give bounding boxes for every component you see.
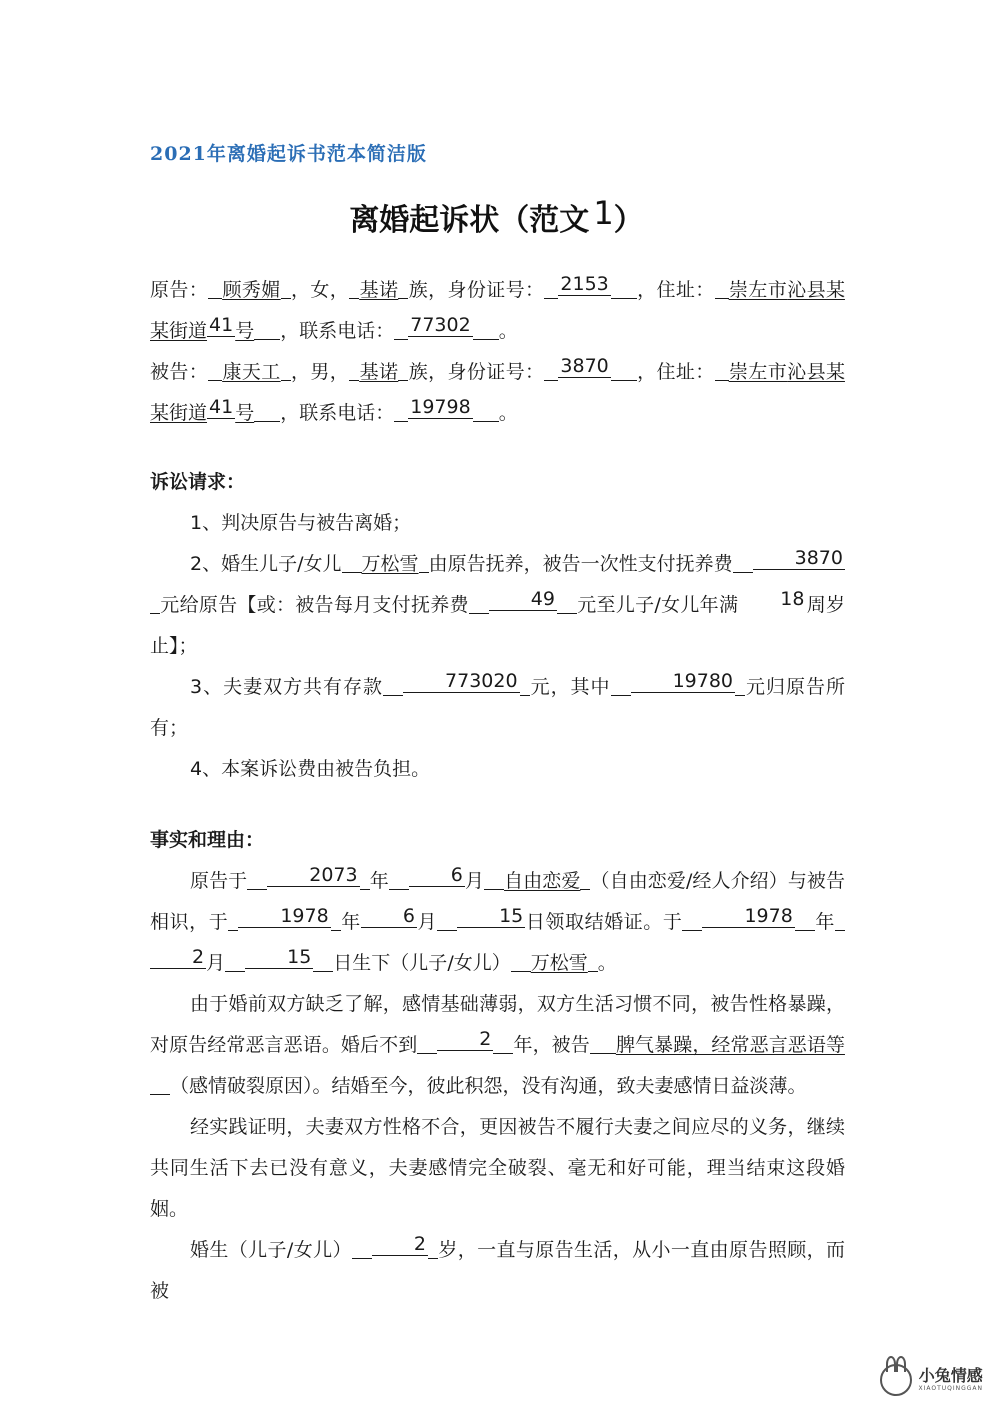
blank-line (394, 401, 408, 422)
blank-line (733, 552, 753, 573)
facts-text: 月 (206, 952, 226, 974)
defendant-label: 被告： (150, 361, 209, 383)
plaintiff-label: 原告： (150, 279, 209, 301)
slash: / (286, 1239, 294, 1261)
claim-number: 1 (190, 512, 203, 534)
blank-line (544, 278, 558, 299)
blank-line (520, 675, 530, 696)
plaintiff-address-suffix: 号 (235, 320, 255, 342)
id-label: 族，身份证号： (408, 279, 545, 301)
deposit-amount: 773020 (403, 670, 520, 693)
blank-line (150, 593, 160, 614)
plaintiff-address-city: 崇左市 (728, 279, 788, 301)
title-text: 离婚起诉状（范文 (349, 203, 590, 238)
blank-line (352, 1238, 372, 1259)
blank-line (254, 319, 280, 340)
defendant-ethnicity: 基诺 (359, 361, 399, 383)
plaintiff-ethnicity: 基诺 (359, 279, 399, 301)
blank-line (588, 951, 598, 972)
age-limit: 18 (780, 588, 805, 610)
facts-text: 由于婚前双方缺乏了解，感情基础薄弱，双方生活习惯不同，被告性格暴躁，对原告经常恶言恶语。婚后不到 (150, 993, 845, 1056)
watermark-sub: XIAOTUQINGGAN (918, 1385, 983, 1392)
facts-text: 婚生（儿子 (190, 1239, 287, 1261)
claim-text: 、夫妻双方共有存款 (202, 676, 384, 698)
blank-line (428, 1238, 438, 1259)
site-header-title: 2021年离婚起诉书范本简洁版 (150, 143, 427, 165)
sentence-end: 。 (498, 402, 518, 424)
blank-line (611, 360, 637, 381)
defendant-id-number: 3870 (560, 355, 609, 377)
child-birth-day: 15 (245, 946, 313, 969)
claim-text: 、婚生儿子 (202, 553, 298, 575)
title-close: ） (613, 203, 644, 238)
watermark-main: 小兔情感 (918, 1366, 983, 1385)
plaintiff-info (150, 270, 845, 352)
claims-heading: 诉讼请求： (150, 471, 246, 493)
blank-line (419, 552, 429, 573)
blank-line (493, 1033, 513, 1054)
blank-line (349, 360, 359, 381)
child-birth-year: 1978 (702, 905, 794, 928)
defendant-gender: ，男， (290, 361, 350, 383)
claim-number: 2 (190, 553, 203, 575)
document-title (0, 195, 993, 239)
years-after-marriage: 2 (437, 1028, 493, 1051)
facts-text: 女儿） (453, 952, 511, 974)
blank-line (225, 951, 245, 972)
monthly-fee: 49 (489, 588, 557, 611)
blank-line (228, 910, 238, 931)
meet-year: 2073 (267, 864, 359, 887)
blank-line (590, 1033, 616, 1054)
plaintiff-address-street: 沁县某某街道 (150, 279, 845, 342)
blank-line (682, 910, 702, 931)
facts-text: 。 (597, 952, 617, 974)
facts-paragraph-3: 经实践证明，夫妻双方性格不合，更因被告不履行夫妻之间应尽的义务，继续共同生活下去已没有意义，夫妻感情完全破裂、毫无和好可能，理当结束这段婚姻。 (150, 1116, 845, 1220)
child-name: 万松雪 (530, 952, 588, 974)
phone-label: ，联系电话： (280, 402, 395, 424)
plaintiff-gender: ，女， (290, 279, 350, 301)
claim-text: 元给原告【或：被告每月支付抚养费 (160, 594, 469, 616)
breakdown-reason: 脾气暴躁，经常恶言恶语等 (615, 1034, 845, 1056)
claim-text: 元归原告所有； (150, 676, 845, 739)
plaintiff-phone: 77302 (410, 314, 471, 336)
plaintiff-address-number: 41 (209, 314, 234, 336)
blank-line (208, 360, 222, 381)
marriage-day: 15 (457, 905, 525, 928)
facts-paragraph-4 (150, 1230, 845, 1312)
facts-text: 原告于 (190, 870, 248, 892)
facts-text: 年 (814, 911, 835, 933)
defendant-address-street: 沁县某某街道 (150, 361, 845, 424)
meet-month: 6 (409, 864, 465, 887)
claim-text: 女儿 (303, 553, 342, 575)
defendant-address-city: 崇左市 (728, 361, 788, 383)
id-label: 族，身份证号： (408, 361, 545, 383)
meet-way: 自由恋爱 (504, 870, 581, 892)
blank-line (360, 869, 370, 890)
blank-line (715, 360, 729, 381)
facts-text: 年 (369, 870, 389, 892)
claim-number: 4 (190, 758, 203, 780)
blank-line (544, 360, 558, 381)
blank-line (715, 278, 729, 299)
blank-line (349, 278, 359, 299)
blank-line (835, 910, 845, 931)
watermark-text (918, 1367, 983, 1393)
facts-paragraph-1 (150, 861, 845, 984)
blank-line (473, 319, 499, 340)
facts-text: 日生下（儿子 (333, 952, 448, 974)
blank-line (254, 401, 280, 422)
slash: / (654, 594, 661, 616)
site-watermark (880, 1364, 983, 1396)
blank-line (281, 360, 291, 381)
blank-line (611, 675, 631, 696)
phone-label: ，联系电话： (280, 320, 395, 342)
blank-line (795, 910, 815, 931)
facts-text: 年，被告 (513, 1034, 590, 1056)
blank-line (469, 593, 489, 614)
facts-text: 经人介绍）与被告相识，于 (150, 870, 845, 933)
claim-text: 元至儿子 (576, 594, 655, 616)
blank-line (580, 869, 590, 890)
marriage-year: 1978 (238, 905, 330, 928)
claim-item-3 (150, 667, 845, 749)
facts-paragraph-2 (150, 984, 845, 1107)
blank-line (389, 869, 409, 890)
slash: / (447, 952, 454, 974)
blank-line (394, 319, 408, 340)
blank-line (437, 910, 457, 931)
facts-text: 岁，一直与原告生活，从小一直由原告照顾，而被 (150, 1239, 845, 1302)
claim-item-4 (150, 749, 845, 790)
blank-line (611, 278, 637, 299)
defendant-name: 康天工 (222, 361, 281, 383)
address-label: ，住址： (636, 361, 715, 383)
blank-line (398, 360, 408, 381)
claim-text: 元，其中 (529, 676, 611, 698)
claim-text: 周岁止】； (150, 594, 845, 657)
blank-line (208, 278, 222, 299)
blank-line (557, 593, 577, 614)
blank-line (473, 401, 499, 422)
address-label: ，住址： (636, 279, 715, 301)
child-name: 万松雪 (361, 553, 419, 575)
facts-text: 日领取结婚证。于 (525, 911, 683, 933)
claim-text: 、本案诉讼费由被告负担。 (202, 758, 431, 780)
rabbit-logo-icon (880, 1364, 912, 1396)
facts-text: 月 (464, 870, 485, 892)
blank-line (484, 869, 504, 890)
claim-item-2 (150, 544, 845, 667)
claim-text: 、判决原告与被告离婚； (202, 512, 412, 534)
child-birth-month: 2 (150, 946, 206, 969)
sentence-end: 。 (498, 320, 518, 342)
defendant-info (150, 352, 845, 434)
blank-line (398, 278, 408, 299)
blank-line (313, 951, 333, 972)
blank-line (281, 278, 291, 299)
defendant-phone: 19798 (410, 396, 471, 418)
blank-line (342, 552, 362, 573)
claim-text: 由原告抚养，被告一次性支付抚养费 (428, 553, 733, 575)
marriage-month: 6 (361, 905, 417, 928)
support-fee: 3870 (753, 547, 845, 570)
blank-line (150, 1074, 170, 1095)
blank-line (331, 910, 341, 931)
deposit-share: 19780 (631, 670, 735, 693)
plaintiff-name: 顾秀媚 (222, 279, 281, 301)
blank-line (511, 951, 531, 972)
defendant-address-suffix: 号 (235, 402, 255, 424)
claim-text: 女儿年满 (660, 594, 739, 616)
facts-heading: 事实和理由： (150, 829, 265, 851)
blank-line (735, 675, 745, 696)
claim-number: 3 (190, 676, 203, 698)
blank-line (247, 869, 267, 890)
document-body (150, 270, 845, 1312)
defendant-address-number: 41 (209, 396, 234, 418)
claim-item-1 (150, 503, 845, 544)
title-number: 1 (593, 194, 614, 232)
facts-text: 月 (416, 911, 438, 933)
facts-text: （自由恋爱 (590, 870, 686, 892)
child-age: 2 (372, 1233, 428, 1256)
facts-text: 年 (340, 911, 361, 933)
blank-line (383, 675, 403, 696)
blank-line (417, 1033, 437, 1054)
facts-text: 女儿） (293, 1239, 352, 1261)
plaintiff-id-number: 2153 (560, 273, 609, 295)
slash: / (297, 553, 304, 575)
slash: / (685, 870, 693, 892)
facts-text: （感情破裂原因）。结婚至今，彼此积怨，没有沟通，致夫妻感情日益淡薄。 (170, 1075, 807, 1097)
